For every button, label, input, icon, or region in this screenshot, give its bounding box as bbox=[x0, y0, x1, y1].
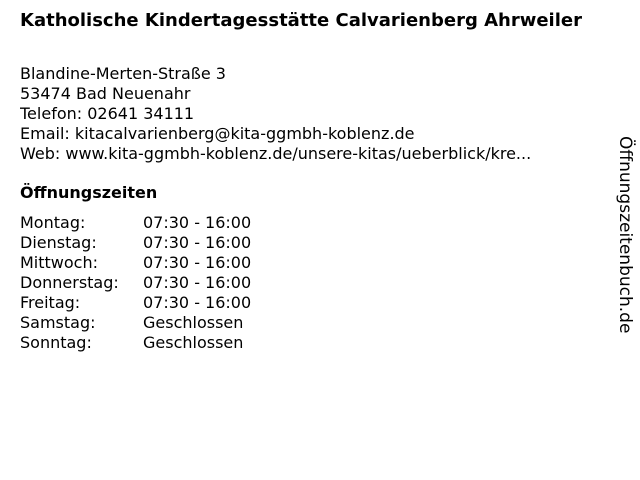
time-value: 07:30 - 16:00 bbox=[143, 233, 252, 252]
time-value: Geschlossen bbox=[143, 313, 244, 332]
contact-block bbox=[20, 64, 610, 164]
time-value: 07:30 - 16:00 bbox=[143, 253, 252, 272]
day-label: Donnerstag: bbox=[20, 273, 119, 292]
day-label: Sonntag: bbox=[20, 333, 92, 352]
hours-row-friday bbox=[20, 293, 251, 313]
day-label: Freitag: bbox=[20, 293, 81, 312]
opening-hours-table bbox=[20, 213, 251, 353]
website-url: Web: www.kita-ggmbh-koblenz.de/unsere-kitas/ueberblick/kre... bbox=[20, 144, 532, 163]
time-value: 07:30 - 16:00 bbox=[143, 273, 252, 292]
hours-row-wednesday bbox=[20, 253, 251, 273]
street-address: Blandine-Merten-Straße 3 bbox=[20, 64, 226, 83]
hours-row-saturday bbox=[20, 313, 251, 333]
brand-watermark: Öffnungszeitenbuch.de bbox=[615, 136, 635, 334]
hours-row-thursday bbox=[20, 273, 251, 293]
day-label: Samstag: bbox=[20, 313, 96, 332]
hours-row-monday bbox=[20, 213, 251, 233]
phone-number: Telefon: 02641 34111 bbox=[20, 104, 195, 123]
hours-row-sunday bbox=[20, 333, 251, 353]
email-address: Email: kitacalvarienberg@kita-ggmbh-koblenz.de bbox=[20, 124, 415, 143]
hours-row-tuesday bbox=[20, 233, 251, 253]
time-value: Geschlossen bbox=[143, 333, 244, 352]
time-value: 07:30 - 16:00 bbox=[143, 293, 252, 312]
time-value: 07:30 - 16:00 bbox=[143, 213, 252, 232]
city-address: 53474 Bad Neuenahr bbox=[20, 84, 191, 103]
business-name: Katholische Kindertagesstätte Calvarienberg Ahrweiler bbox=[20, 10, 582, 31]
day-label: Montag: bbox=[20, 213, 86, 232]
day-label: Mittwoch: bbox=[20, 253, 98, 272]
day-label: Dienstag: bbox=[20, 233, 97, 252]
opening-hours-heading: Öffnungszeiten bbox=[20, 183, 158, 202]
